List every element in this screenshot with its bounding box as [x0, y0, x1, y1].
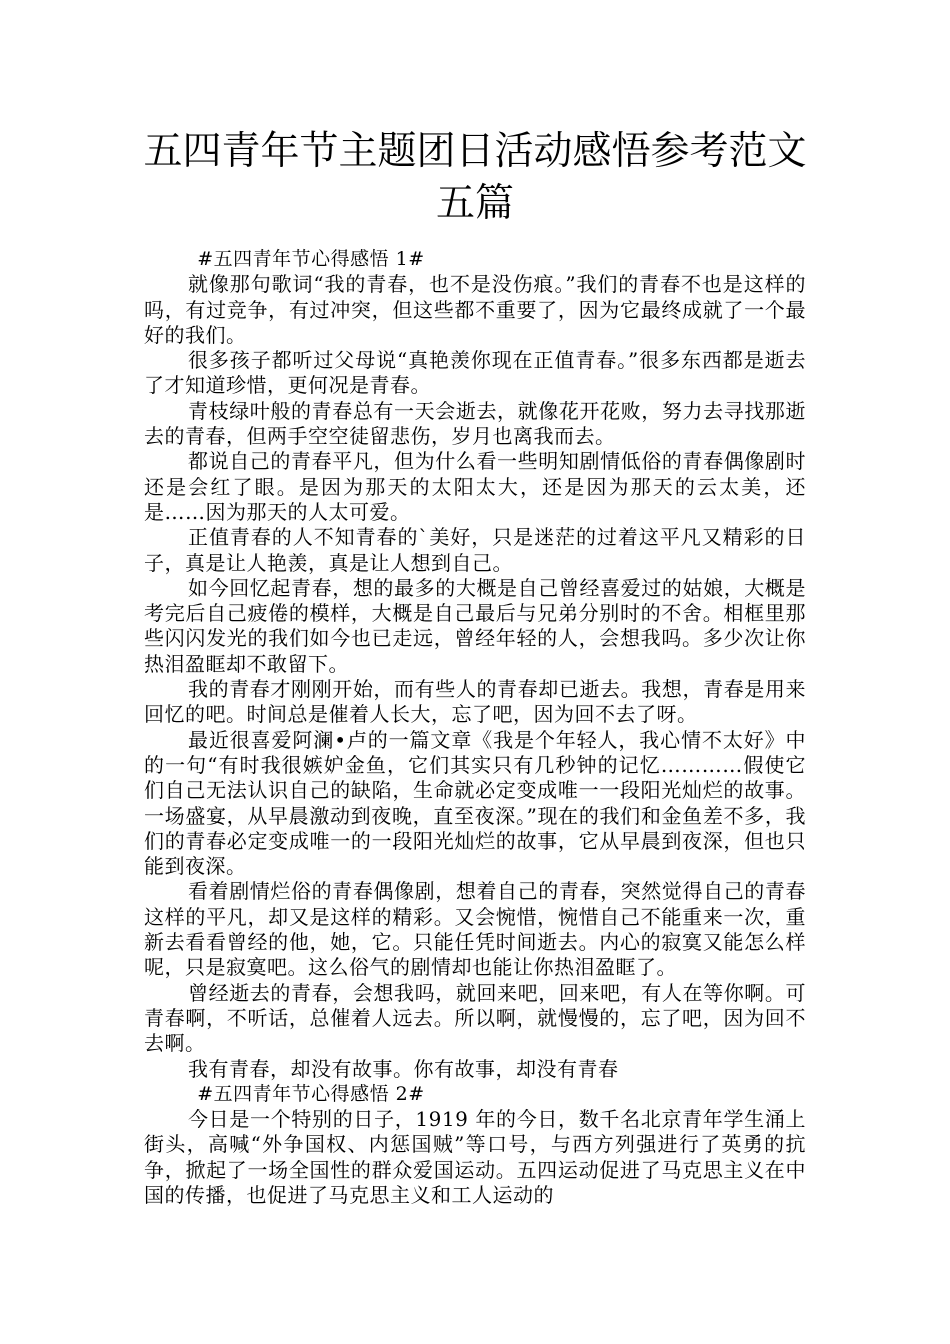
paragraph: 今日是一个特别的日子，1919 年的今日，数千名北京青年学生涌上街头，高喊“外争国权、内惩国贼”等口号，与西方列强进行了英勇的抗争，掀起了一场全国性的群众爱国运动。五四运动促进了马克思主义在中国的传播，也促进了马克思主义和工人运动的: [144, 1107, 806, 1207]
section-heading-2: #五四青年节心得感悟 2#: [197, 1082, 425, 1105]
section-heading-1: #五四青年节心得感悟 1#: [197, 248, 425, 270]
paragraph: 都说自己的青春平凡，但为什么看一些明知剧情低俗的青春偶像剧时还是会红了眼。是因为那天的太阳太大，还是因为那天的云太美，还是……因为那天的人太可爱。: [144, 449, 806, 524]
paragraph: 很多孩子都听过父母说“真艳羡你现在正值青春。”很多东西都是逝去了才知道珍惜，更何况是青春。: [144, 348, 806, 398]
paragraph: 曾经逝去的青春，会想我吗，就回来吧，回来吧，有人在等你啊。可青春啊，不听话，总催着人远去。所以啊，就慢慢的，忘了吧，因为回不去啊。: [144, 980, 806, 1056]
paragraph: 最近很喜爱阿澜•卢的一篇文章《我是个年轻人，我心情不太好》中的一句“有时我很嫉妒金鱼，它们其实只有几秒钟的记忆…………假使它们自己无法认识自己的缺陷，生命就必定变成唯一一段阳光灿烂的故事。一场盛宴，从早晨激动到夜晚，直至夜深。”现在的我们和金鱼差不多，我们的青春必定变成唯一的一段阳光灿烂的故事，它从早晨到夜深，但也只能到夜深。: [144, 727, 806, 879]
paragraph: 如今回忆起青春，想的最多的大概是自己曾经喜爱过的姑娘，大概是考完后自己疲倦的模样，大概是自己最后与兄弟分别时的不舍。相框里那些闪闪发光的我们如今也已走远，曾经年轻的人，会想我吗。多少次让你热泪盈眶却不敢留下。: [144, 575, 806, 676]
document-body: [144, 247, 806, 1208]
paragraph: 我有青春，却没有故事。你有故事，却没有青春: [188, 1056, 619, 1081]
document-title: 五四青年节主题团日活动感悟参考范文五篇: [143, 129, 807, 226]
paragraph: 我的青春才刚刚开始，而有些人的青春却已逝去。我想，青春是用来回忆的吧。时间总是催着人长大，忘了吧，因为回不去了呀。: [144, 677, 806, 727]
paragraph: 正值青春的人不知青春的`美好，只是迷茫的过着这平凡又精彩的日子，真是让人艳羡，真是让人想到自己。: [144, 525, 806, 575]
paragraph: 就像那句歌词“我的青春，也不是没伤痕。”我们的青春不也是这样的吗，有过竞争，有过冲突，但这些都不重要了，因为它最终成就了一个最好的我们。: [144, 272, 806, 347]
paragraph: 青枝绿叶般的青春总有一天会逝去，就像花开花败，努力去寻找那逝去的青春，但两手空空徒留悲伤，岁月也离我而去。: [144, 398, 806, 449]
paragraph: 看着剧情烂俗的青春偶像剧，想着自己的青春，突然觉得自己的青春这样的平凡，却又是这样的精彩。又会惋惜，惋惜自己不能重来一次，重新去看看曾经的他，她，它。只能任凭时间逝去。内心的寂寞又能怎么样呢，只是寂寞吧。这么俗气的剧情却也能让你热泪盈眶了。: [144, 879, 806, 980]
